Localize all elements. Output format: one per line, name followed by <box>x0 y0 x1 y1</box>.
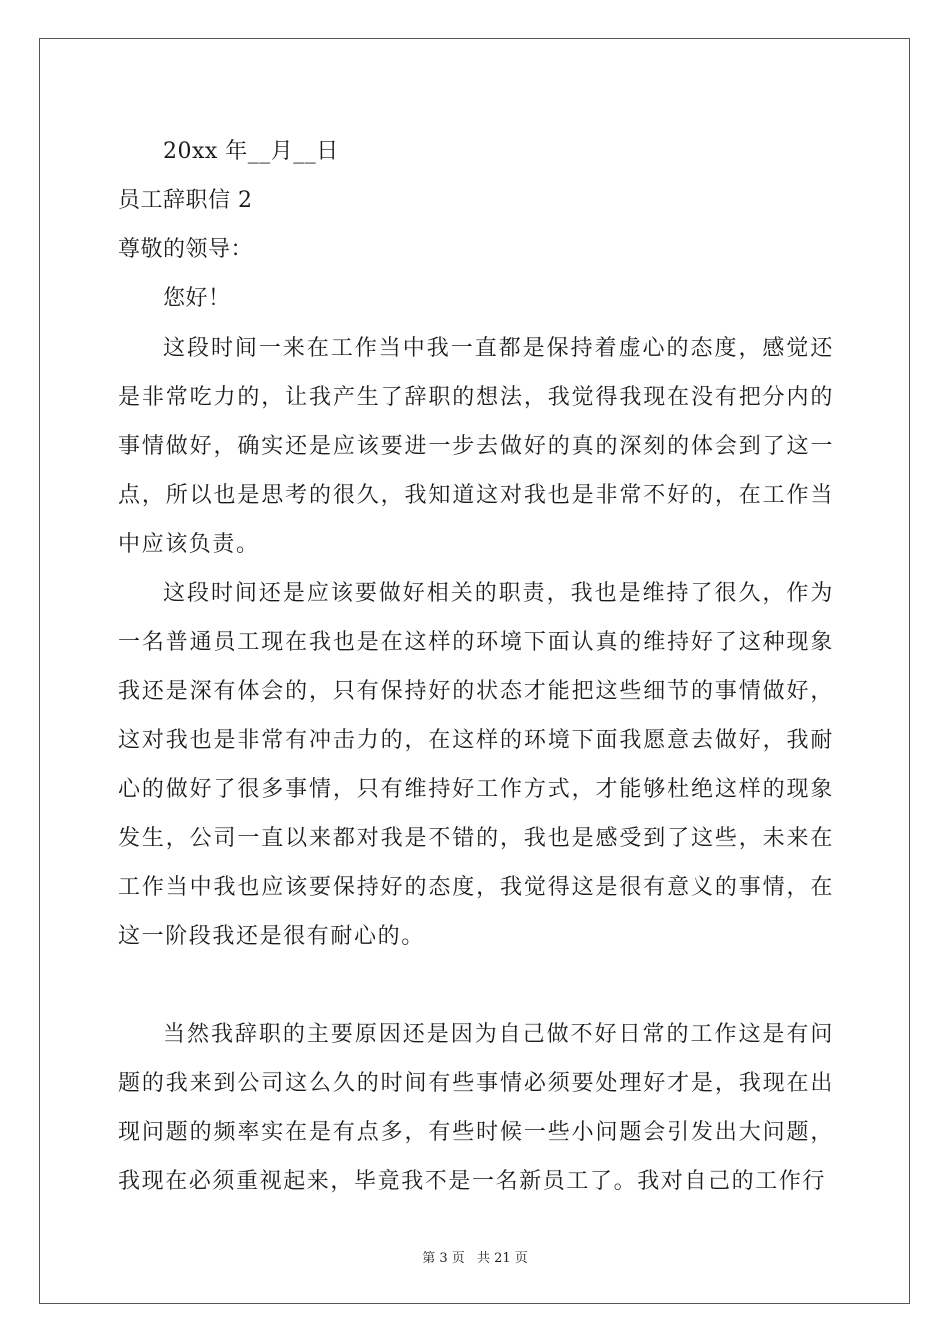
page-total: 共 21 页 <box>476 1251 528 1266</box>
page-number: 第 3 页 <box>422 1251 465 1266</box>
date-line: 20xx 年__月__日 <box>163 139 339 164</box>
page-footer <box>0 1247 950 1266</box>
body-paragraph-2: 这段时间还是应该要做好相关的职责，我也是维持了很久，作为一名普通员工现在我也是在这样的环境下面认真的维持好了这种现象我还是深有体会的，只有保持好的状态才能把这些细节的事情做好，这对我也是非常有冲击力的，在这样的环境下面我愿意去做好，我耐心的做好了很多事情，只有维持好工作方式，才能够杜绝这样的现象发生，公司一直以来都对我是不错的，我也是感受到了这些，未来在工作当中我也应该要保持好的态度，我觉得这是很有意义的事情，在这一阶段我还是很有耐心的。 <box>118 581 834 949</box>
salutation: 尊敬的领导： <box>118 237 254 262</box>
greeting: 您好！ <box>163 286 231 311</box>
letter-title: 员工辞职信 2 <box>118 188 253 213</box>
body-paragraph-1: 这段时间一来在工作当中我一直都是保持着虚心的态度，感觉还是非常吃力的，让我产生了辞职的想法，我觉得我现在没有把分内的事情做好，确实还是应该要进一步去做好的真的深刻的体会到了这一点，所以也是思考的很久，我知道这对我也是非常不好的，在工作当中应该负责。 <box>118 336 834 557</box>
body-paragraph-3: 当然我辞职的主要原因还是因为自己做不好日常的工作这是有问题的我来到公司这么久的时间有些事情必须要处理好才是，我现在出现问题的频率实在是有点多，有些时候一些小问题会引发出大问题，我现在必须重视起来，毕竟我不是一名新员工了。我对自己的工作行 <box>118 1022 834 1194</box>
